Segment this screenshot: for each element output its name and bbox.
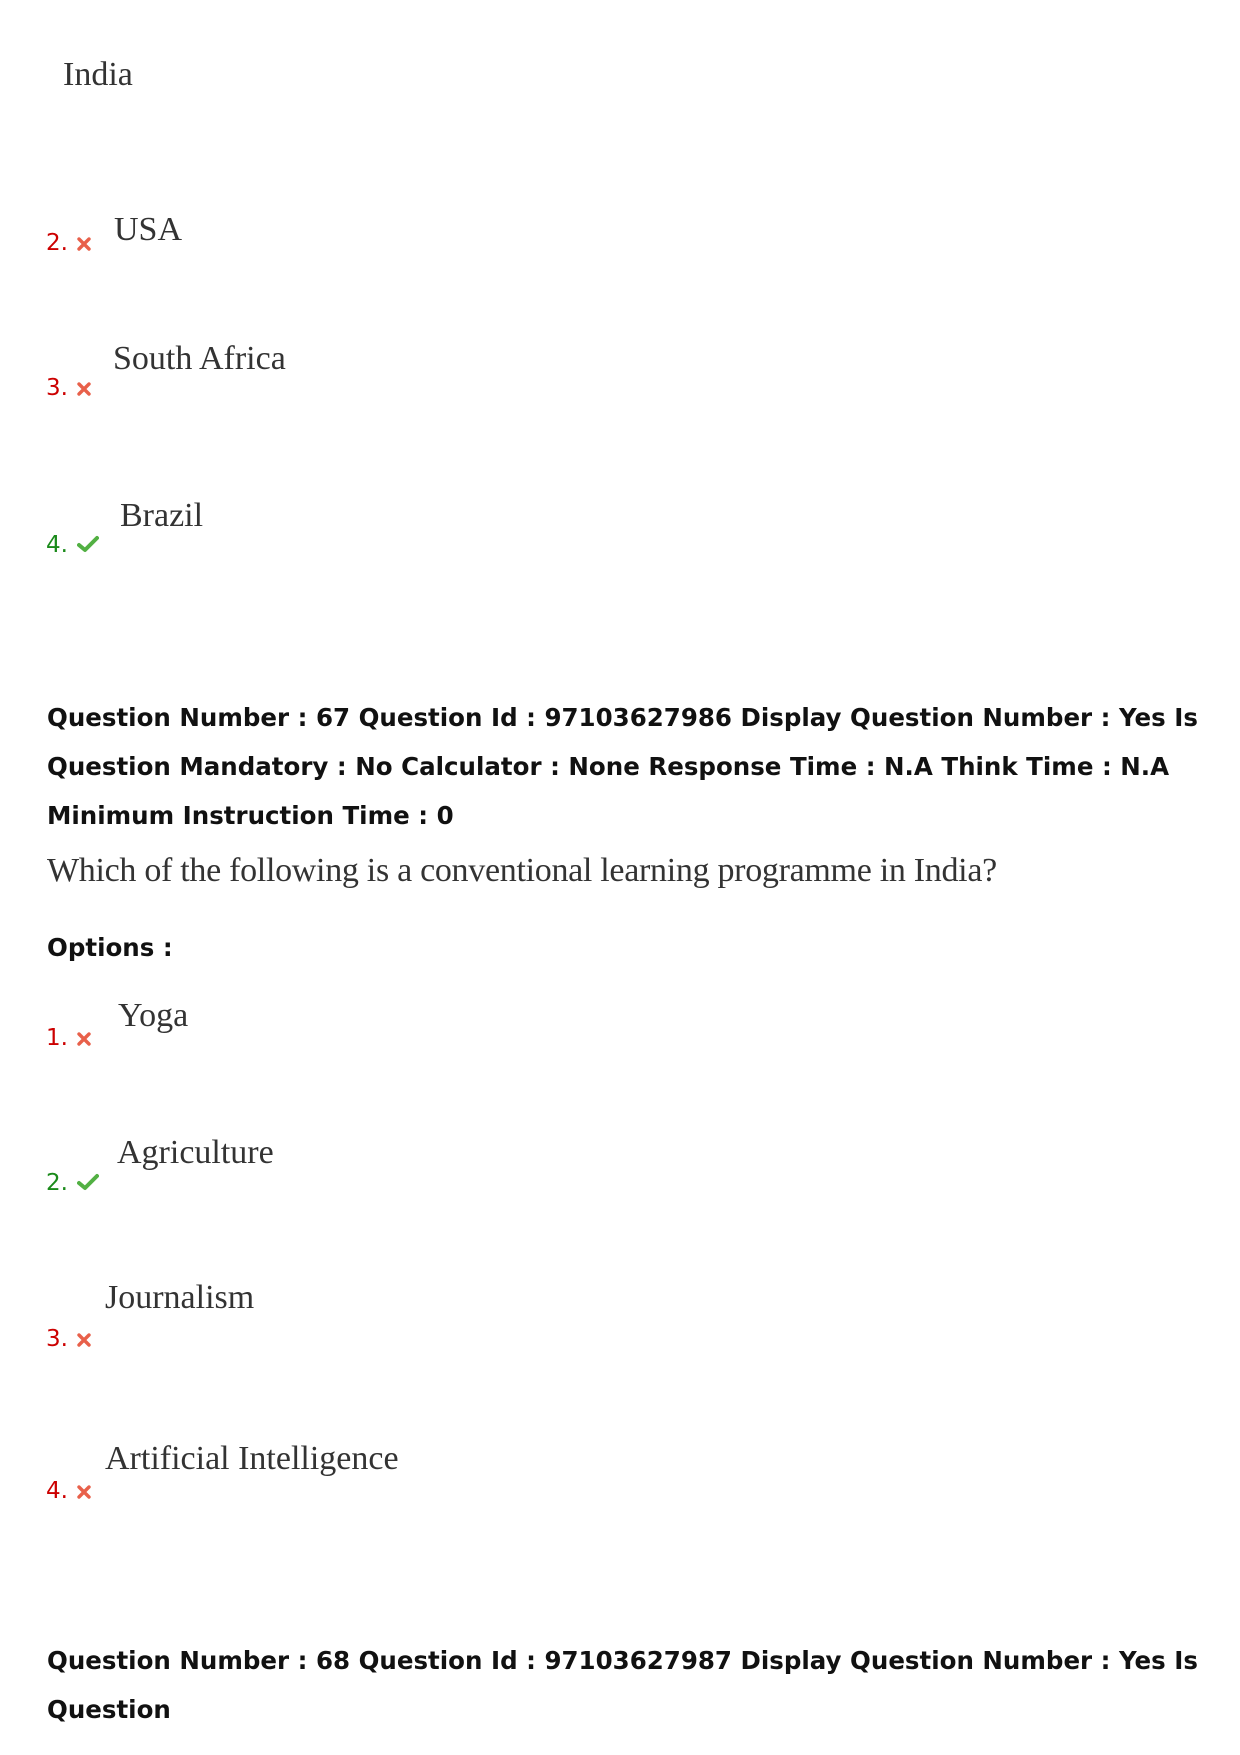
- q67-option-3-text: Journalism: [105, 1279, 255, 1316]
- question-67-meta: Question Number : 67 Question Id : 97103627986 Display Question Number : Yes Is Question Mandatory : No Calculator : None Response Time : N.A Think Time : N.A Minimum Instruction Time : 0: [47, 703, 1198, 830]
- q67-option-1-text: Yoga: [118, 997, 189, 1034]
- prev-option-2-number: [46, 230, 91, 257]
- cross-icon: [77, 1026, 91, 1052]
- prev-option-3-number: [46, 375, 91, 402]
- question-67-text: Which of the following is a conventional learning programme in India?: [47, 852, 997, 889]
- prev-option-1-text: India: [63, 56, 133, 93]
- prev-option-4-text: Brazil: [120, 497, 204, 534]
- option-number: 2.: [46, 230, 68, 256]
- option-number: 3.: [46, 375, 68, 401]
- option-number: 4.: [46, 532, 68, 558]
- prev-option-3-text: South Africa: [113, 340, 286, 377]
- cross-icon: [77, 1327, 91, 1353]
- q67-option-2-number: [46, 1170, 99, 1197]
- option-number: 4.: [46, 1478, 68, 1504]
- cross-icon: [77, 376, 91, 402]
- option-number: 1.: [46, 1025, 68, 1051]
- q67-option-4-number: [46, 1478, 91, 1505]
- options-label: Options :: [47, 933, 173, 962]
- question-68-meta: Question Number : 68 Question Id : 97103627987 Display Question Number : Yes Is Question: [47, 1646, 1198, 1724]
- q67-option-1-number: [46, 1025, 91, 1052]
- check-icon: [77, 533, 99, 559]
- prev-option-4-number: [46, 532, 99, 559]
- option-number: 2.: [46, 1170, 68, 1196]
- check-icon: [77, 1171, 99, 1197]
- q67-option-2-text: Agriculture: [117, 1134, 274, 1171]
- q67-option-3-number: [46, 1326, 91, 1353]
- option-number: 3.: [46, 1326, 68, 1352]
- cross-icon: [77, 231, 91, 257]
- q67-option-4-text: Artificial Intelligence: [105, 1440, 399, 1477]
- cross-icon: [77, 1479, 91, 1505]
- prev-option-2-text: USA: [114, 211, 183, 248]
